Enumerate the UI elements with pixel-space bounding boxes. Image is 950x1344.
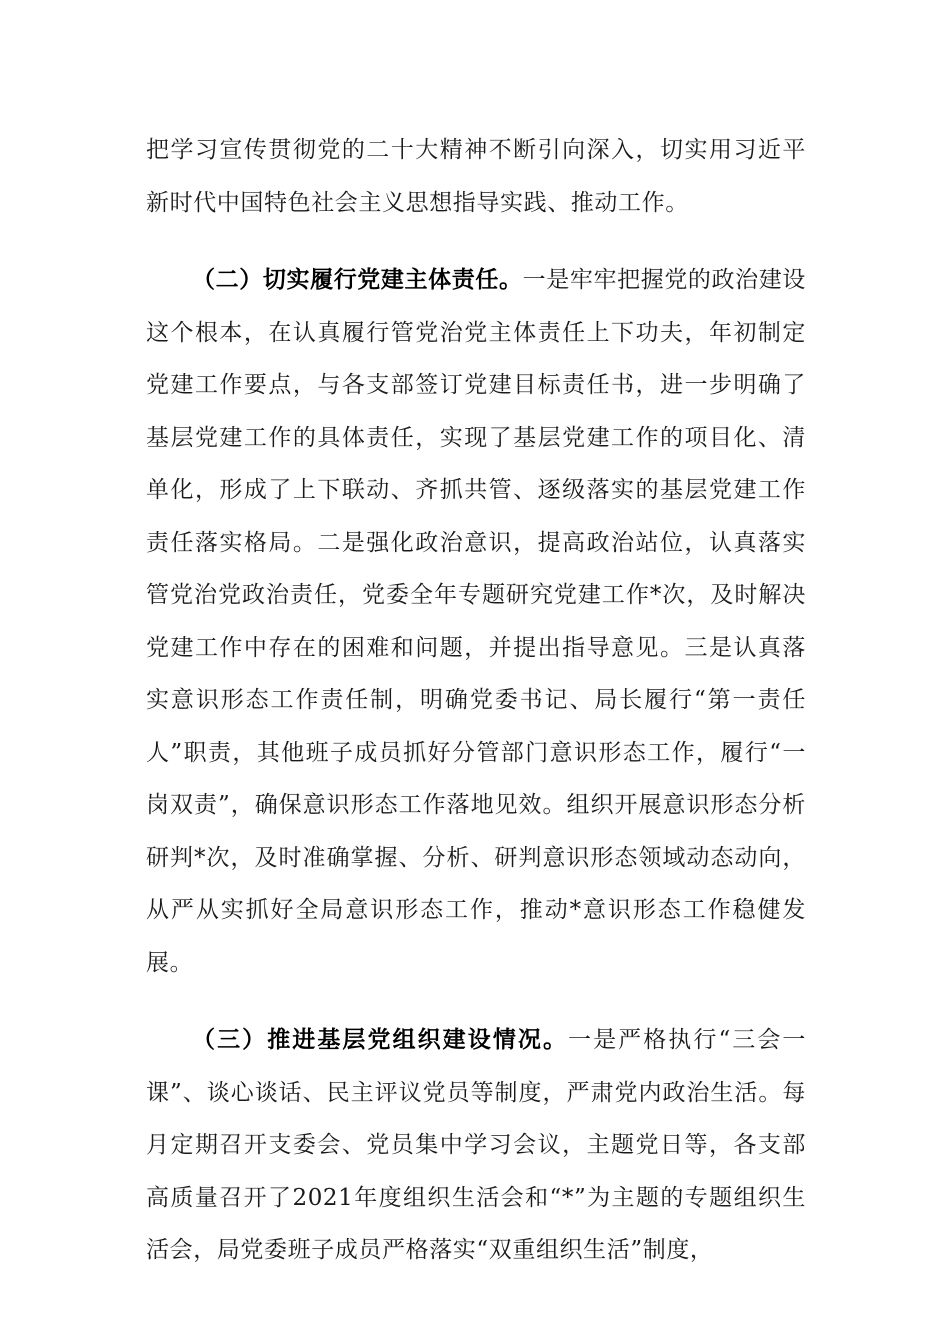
paragraph-body: 一是严格执行“三会一课”、谈心谈话、民主评议党员等制度，严肃党内政治生活。每月定期召开支委会、党员集中学习会议，主题党日等，各支部高质量召开了2021年度组织生活会和“*”为主题的专题组织生活会，局党委班子成员严格落实“双重组织生活”制度，	[146, 1027, 807, 1263]
paragraph-body: 一是牢牢把握党的政治建设这个根本，在认真履行管党治党主体责任上下功夫，年初制定党建工作要点，与各支部签订党建目标责任书，进一步明确了基层党建工作的具体责任，实现了基层党建工作的项目化、清单化，形成了上下联动、齐抓共管、逐级落实的基层党建工作责任落实格局。二是强化政治意识，提高政治站位，认真落实管党治党政治责任，党委全年专题研究党建工作*次，及时解决党建工作中存在的困难和问题，并提出指导意见。三是认真落实意识形态工作责任制，明确党委书记、局长履行“第一责任人”职责，其他班子成员抓好分管部门意识形态工作，履行“一岗双责”，确保意识形态工作落地见效。组织开展意识形态分析研判*次，及时准确掌握、分析、研判意识形态领域动态动向，从严从实抓好全局意识形态工作，推动*意识形态工作稳健发展。	[146, 267, 806, 976]
paragraph-continuation	[146, 124, 806, 229]
paragraph-gap	[146, 989, 806, 1014]
paragraph-body: 把学习宣传贯彻党的二十大精神不断引向深入，切实用习近平新时代中国特色社会主义思想指导实践、推动工作。	[146, 137, 806, 216]
paragraph-gap	[146, 229, 806, 254]
document-body	[146, 124, 806, 1277]
section-heading: （二）切实履行党建主体责任。	[192, 266, 523, 293]
paragraph-party-building-responsibility	[146, 254, 806, 989]
section-heading: （三）推进基层党组织建设情况。	[192, 1026, 569, 1053]
paragraph-grassroots-organization	[146, 1014, 806, 1277]
